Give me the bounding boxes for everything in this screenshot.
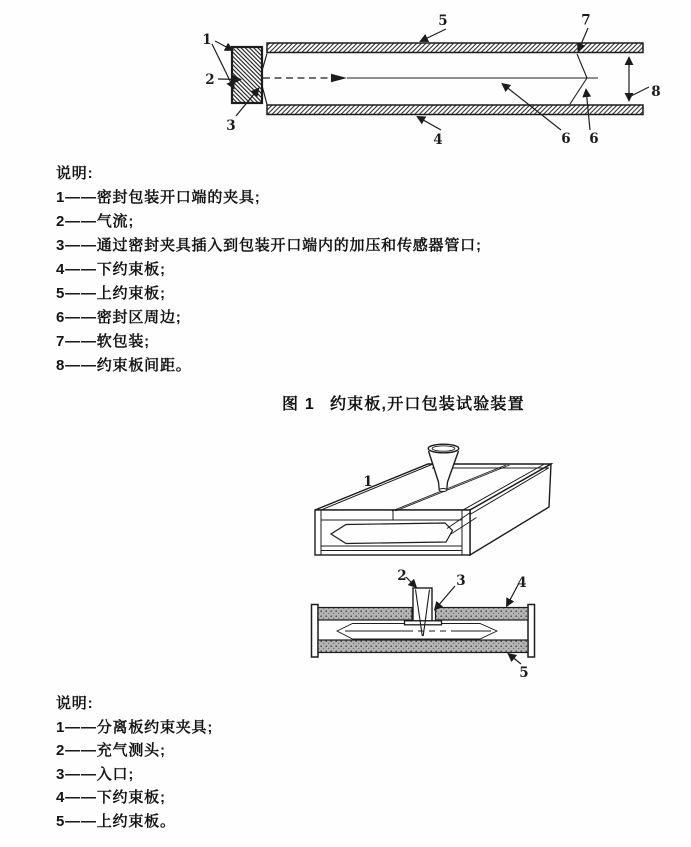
callout-6b: 6	[589, 131, 599, 147]
legend-item: 1——密封包装开口端的夹具;	[56, 189, 261, 206]
sealing-clamp	[232, 47, 262, 103]
upper-plate-left	[318, 608, 412, 621]
legend-item: 5——上约束板;	[56, 285, 166, 302]
callout-3: 3	[456, 573, 466, 589]
figure1-caption	[282, 391, 525, 414]
airflow-line	[263, 74, 598, 82]
separation-plate-clamp-3d	[315, 444, 551, 555]
callout-3: 3	[226, 118, 236, 134]
legend-item: 1——分离板约束夹具;	[56, 718, 214, 736]
callout-4: 4	[517, 575, 527, 591]
legend-item: 3——通过密封夹具插入到包装开口端内的加压和传感器管口;	[56, 237, 482, 254]
callout-7: 7	[581, 12, 591, 29]
callout-8: 8	[651, 84, 661, 100]
package-pillow	[331, 523, 453, 544]
package-sealed-end	[570, 54, 587, 104]
right-end-cap	[528, 605, 535, 658]
callout-1: 1	[202, 32, 212, 48]
legend-item: 5——上约束板。	[56, 812, 176, 830]
figure1-diagram	[0, 0, 691, 160]
legend-item: 2——气流;	[56, 213, 135, 230]
callout-5: 5	[519, 665, 529, 681]
legend-item: 3——入口;	[56, 765, 135, 783]
callout-6a: 6	[561, 131, 571, 147]
figure-number: 图 1	[282, 396, 315, 413]
figure2-legend	[56, 692, 213, 834]
callout-1: 1	[363, 474, 373, 490]
legend-item: 7——软包装;	[56, 333, 150, 350]
cross-section-view	[312, 577, 535, 664]
callout-2: 2	[205, 72, 215, 88]
figure-title: 约束板,开口包装试验装置	[329, 396, 525, 413]
left-end-cap	[312, 605, 319, 658]
legend-item: 8——约束板间距。	[56, 357, 192, 374]
callout-2: 2	[397, 568, 407, 584]
figure1-legend	[56, 162, 482, 378]
callout-5: 5	[438, 13, 448, 29]
callout-4: 4	[433, 132, 443, 148]
legend-item: 4——下约束板;	[56, 261, 166, 278]
legend-title: 说明:	[56, 165, 94, 182]
probe-flange	[405, 621, 442, 625]
lower-restraint-plate	[267, 105, 643, 115]
plate-gap-dimension-arrow	[629, 57, 649, 101]
legend-item: 4——下约束板;	[56, 789, 166, 807]
lower-plate	[318, 640, 528, 653]
legend-item: 6——密封区周边;	[56, 309, 182, 326]
figure2-diagram	[0, 430, 691, 690]
legend-item: 2——充气测头;	[56, 742, 166, 760]
upper-restraint-plate	[267, 43, 643, 53]
upper-plate-right	[436, 608, 529, 621]
legend-title: 说明:	[56, 695, 94, 712]
